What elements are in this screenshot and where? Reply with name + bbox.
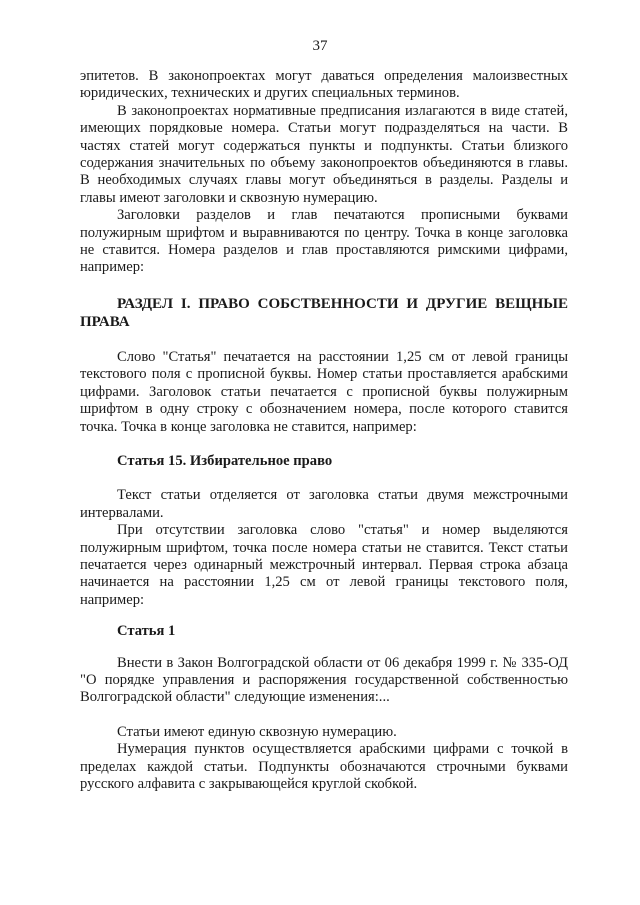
section-heading-example: РАЗДЕЛ I. ПРАВО СОБСТВЕННОСТИ И ДРУГИЕ ВЕЩНЫЕ ПРАВА — [80, 295, 568, 330]
paragraph-8: Статьи имеют единую сквозную нумерацию. — [117, 723, 397, 740]
paragraph-1: эпитетов. В законопроектах могут даваться определения малоизвестных юридических, технических и других специальных терминов. — [80, 68, 568, 102]
paragraph-5: Текст статьи отделяется от заголовка статьи двумя межстрочными интервалами. — [80, 487, 568, 521]
page-number: 37 — [312, 38, 328, 54]
paragraph-2: В законопроектах нормативные предписания излагаются в виде статей, имеющих порядковые номера. Статьи могут подразделяться на части. В частях статей могут содержаться пункты и подпункты. Статьи близкого содержания значительных по объему законопроектов объединяются в главы. В необходимых случаях главы могут объединяться в разделы. Разделы и главы имеют заголовки и сквозную нумерацию. — [80, 102, 568, 206]
paragraph-6: При отсутствии заголовка слово "статья" и номер выделяются полужирным шрифтом, точка после номера статьи не ставится. Текст статьи печатается через одинарный межстрочный интервал. Первая строка абзаца начинается на расстоянии 1,25 см от левой границы текстового поля, например: — [80, 522, 568, 608]
article-heading-example: Статья 15. Избирательное право — [117, 452, 333, 469]
article-number-example: Статья 1 — [117, 623, 176, 640]
paragraph-7: Внести в Закон Волгоградской области от 06 декабря 1999 г. № 335-ОД "О порядке управления и распоряжения государственной собственностью Волгоградской области" следующие изменения:... — [80, 654, 568, 706]
paragraph-3: Заголовки разделов и глав печатаются прописными буквами полужирным шрифтом и выравниваются по центру. Точка в конце заголовка не ставится. Номера разделов и глав проставляются римскими цифрами, например: — [80, 207, 568, 276]
paragraph-9: Нумерация пунктов осуществляется арабскими цифрами с точкой в пределах каждой статьи. Подпункты обозначаются строчными буквами русского алфавита с закрывающейся круглой скобкой. — [80, 741, 568, 792]
page-content — [80, 68, 568, 793]
paragraph-4: Слово "Статья" печатается на расстоянии 1,25 см от левой границы текстового поля с прописной буквы. Номер статьи проставляется арабскими цифрами. Заголовок статьи печатается с прописной буквы полужирным шрифтом в одну строку с обозначением номера, после которого ставится точка. Точка в конце заголовка не ставится, например: — [80, 348, 568, 435]
